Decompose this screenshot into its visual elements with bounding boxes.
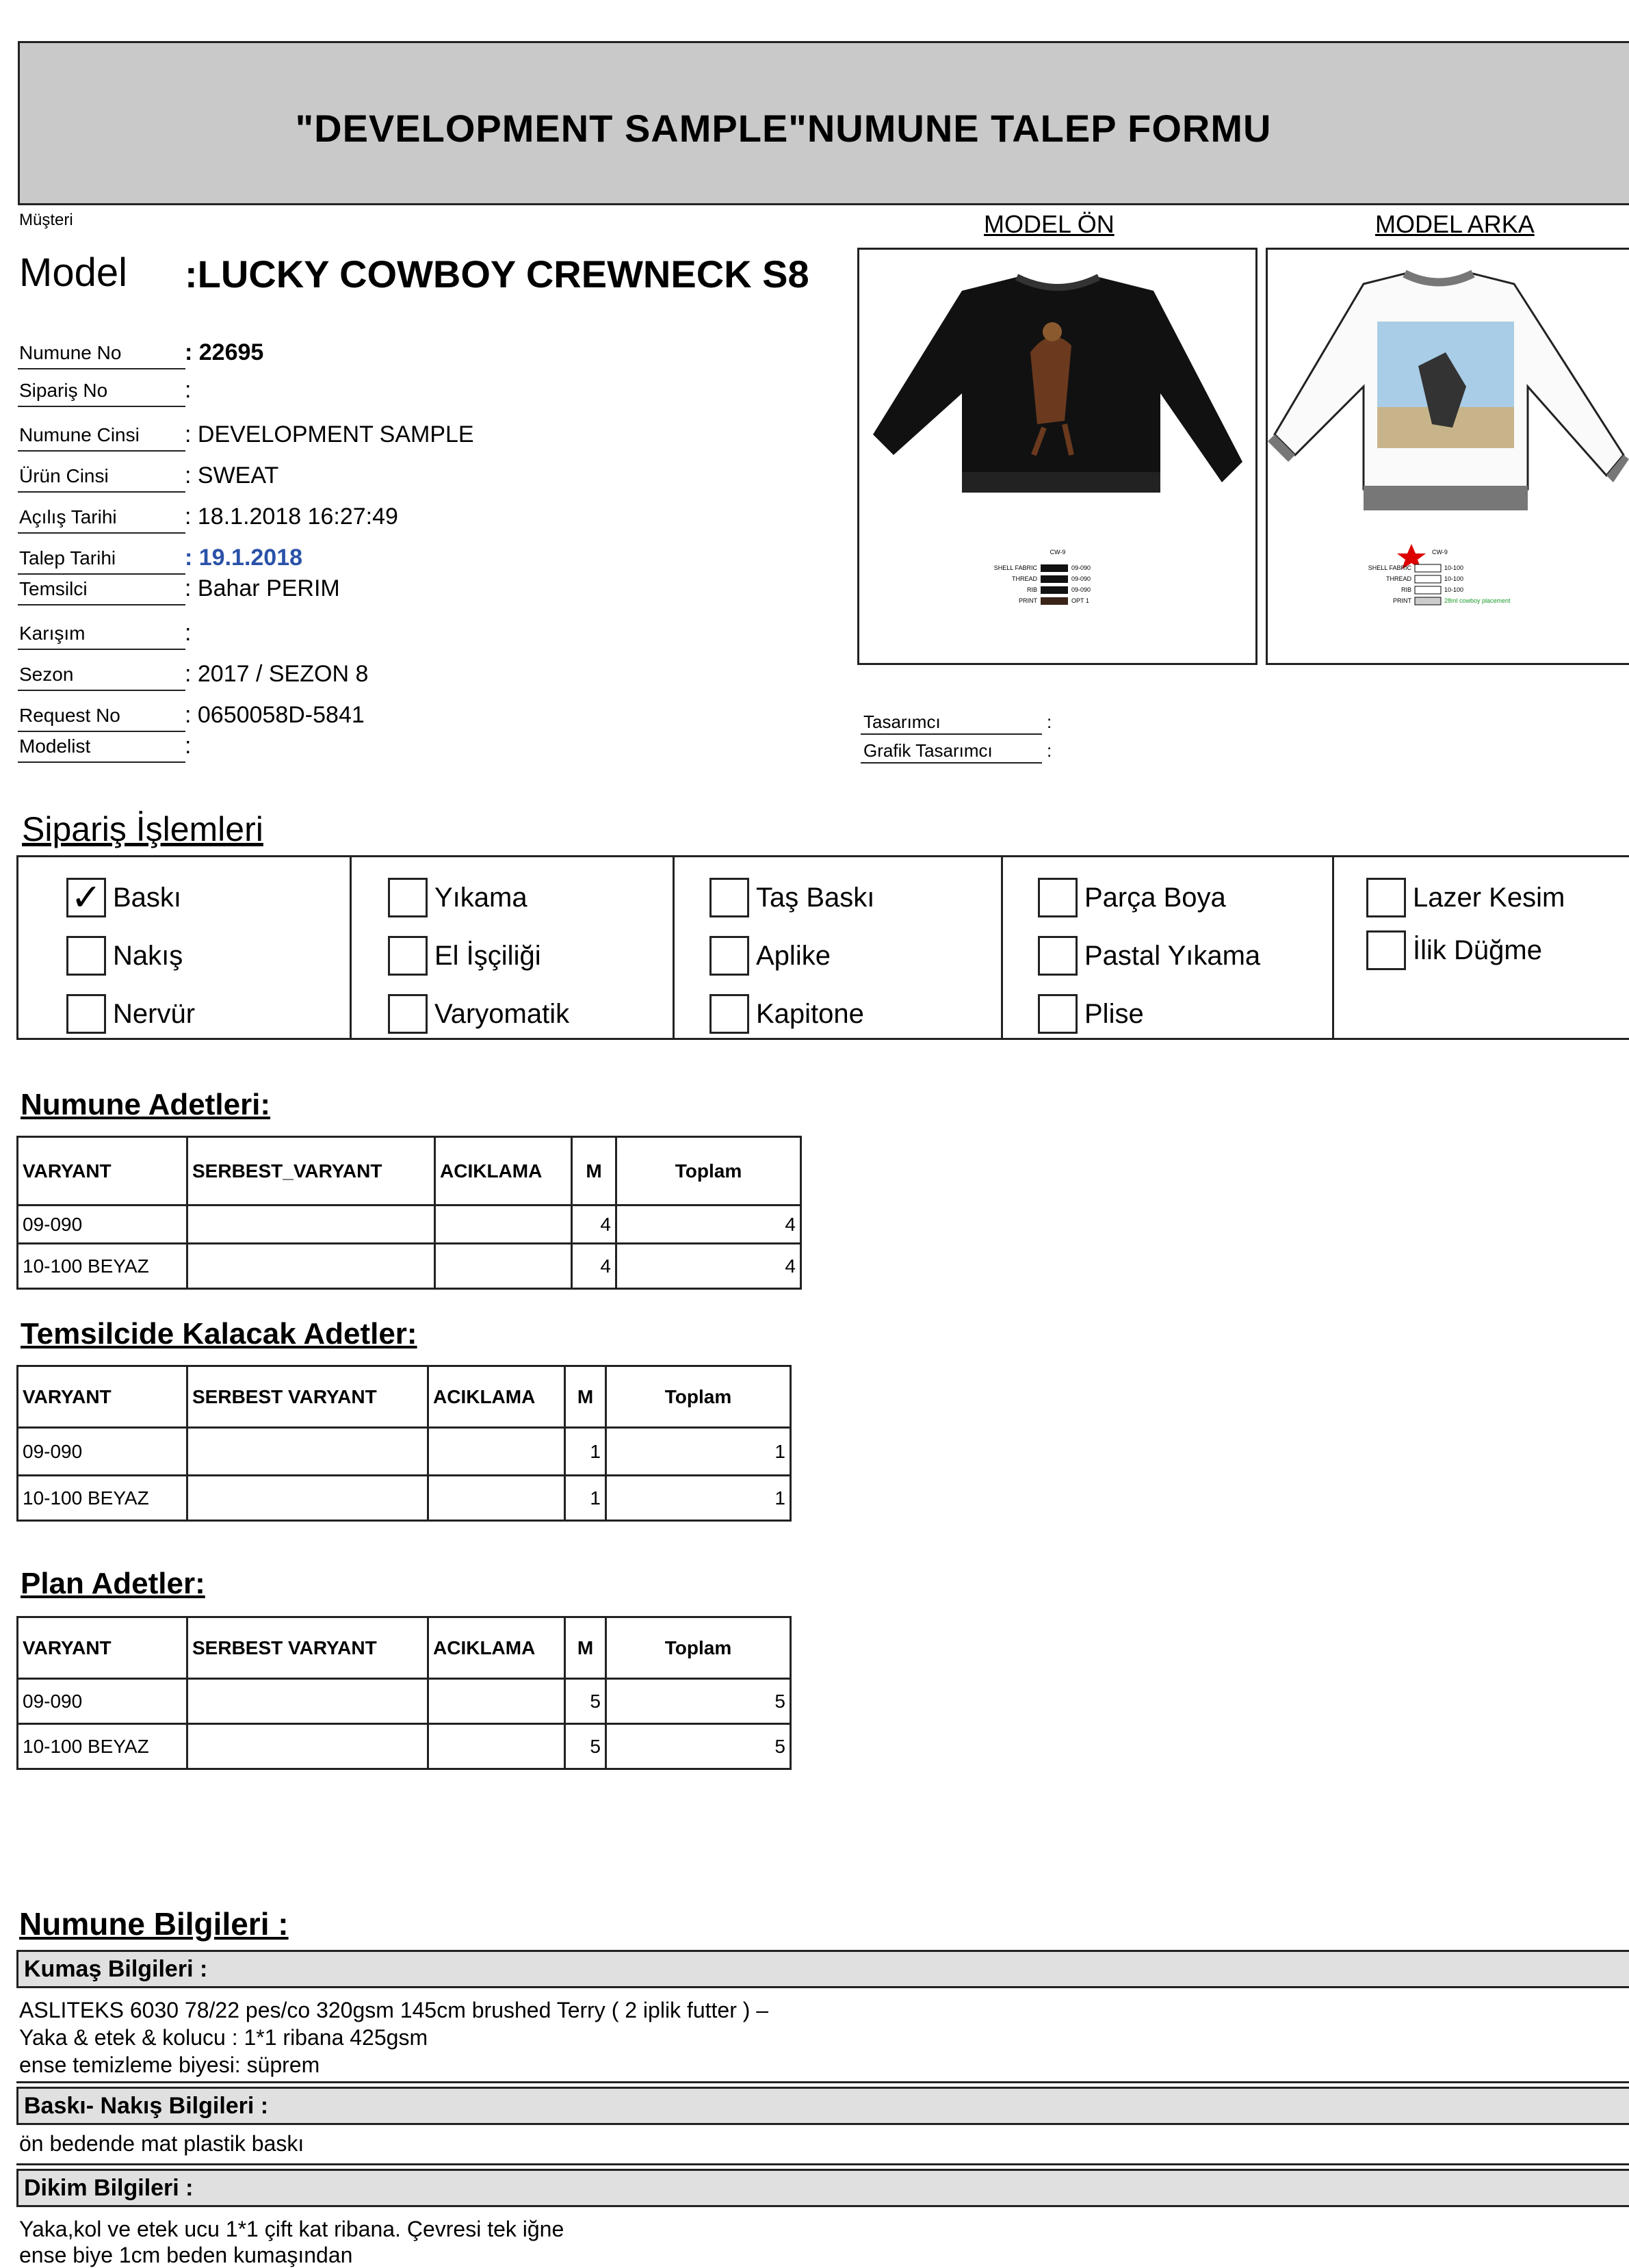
table-cell: 1 [565, 1476, 606, 1521]
field-label: Modelist [19, 735, 91, 757]
form-title: "DEVELOPMENT SAMPLE"NUMUNE TALEP FORMU [295, 107, 1272, 150]
table-cell: 4 [616, 1244, 801, 1289]
checkbox-icon[interactable] [388, 936, 428, 976]
operation-label: Plise [1084, 998, 1144, 1029]
table-cell [428, 1724, 565, 1769]
operation-label: Taş Baskı [756, 882, 875, 913]
operation-label: Lazer Kesim [1413, 882, 1565, 913]
back-legend-row-3: PRINT [1393, 597, 1411, 604]
operations-title: Sipariş İşlemleri [22, 810, 263, 848]
back-legend-value-1: 10-100 [1444, 575, 1464, 582]
table-cell: 09-090 [18, 1205, 187, 1244]
info-line: Yaka & etek & kolucu : 1*1 ribana 425gsm [19, 2025, 428, 2050]
table-cell: 10-100 BEYAZ [18, 1724, 187, 1769]
field-label: Ürün Cinsi [19, 465, 109, 486]
column-header: VARYANT [18, 1366, 187, 1428]
column-header: ACIKLAMA [435, 1137, 572, 1205]
operations-box [16, 855, 1629, 1040]
info-title: Numune Bilgileri : [19, 1906, 289, 1942]
operation-label: Varyomatik [434, 998, 570, 1029]
back-legend-row-0: SHELL FABRIC [1368, 564, 1411, 571]
table-title: Numune Adetleri: [21, 1088, 271, 1121]
column-header: ACIKLAMA [428, 1617, 565, 1679]
operation-item[interactable] [66, 878, 181, 917]
back-legend [1368, 544, 1511, 605]
front-legend-row-2: RIB [1026, 586, 1037, 593]
model-value: :LUCKY COWBOY CREWNECK S8 [185, 252, 809, 296]
column-header: Toplam [606, 1366, 791, 1428]
front-legend-row-3: PRINT [1019, 597, 1037, 604]
checkbox-icon[interactable] [1038, 936, 1078, 976]
operation-label: Nakış [113, 940, 183, 971]
checkbox-icon[interactable] [709, 878, 749, 917]
operation-item[interactable] [1038, 936, 1260, 976]
operation-label: Kapitone [756, 998, 864, 1029]
info-section-head: Dikim Bilgileri : [16, 2169, 1629, 2207]
back-legend-row-1: THREAD [1385, 575, 1411, 582]
table-cell [428, 1428, 565, 1476]
front-legend-value-0: 09-090 [1071, 564, 1091, 571]
operation-item[interactable] [709, 994, 864, 1034]
operation-label: Parça Boya [1084, 882, 1226, 913]
table-title: Plan Adetler: [21, 1567, 205, 1600]
table-cell [435, 1205, 572, 1244]
field-value: : DEVELOPMENT SAMPLE [185, 421, 474, 447]
column-header: VARYANT [18, 1137, 187, 1205]
column-header: Toplam [616, 1137, 801, 1205]
table-cell: 5 [606, 1724, 791, 1769]
operation-item[interactable] [388, 994, 569, 1034]
table-cell: 5 [565, 1679, 606, 1724]
table-cell: 10-100 BEYAZ [18, 1476, 187, 1521]
table-cell: 4 [572, 1244, 616, 1289]
field-value: : 0650058D-5841 [185, 702, 365, 728]
quantity-table [16, 1365, 792, 1522]
front-legend-value-2: 09-090 [1071, 586, 1091, 593]
table-cell [187, 1205, 435, 1244]
field-value: : [185, 620, 192, 646]
table-row [18, 1679, 791, 1724]
table-row [18, 1244, 801, 1289]
checkbox-icon[interactable] [1038, 994, 1078, 1034]
field-label: Request No [19, 705, 120, 726]
table-cell: 09-090 [18, 1679, 187, 1724]
model-label: Model [19, 250, 127, 295]
field-value: : 2017 / SEZON 8 [185, 661, 369, 687]
field-value: : 18.1.2018 16:27:49 [185, 504, 398, 530]
operation-item[interactable] [1366, 930, 1542, 970]
info-line: ense temizleme biyesi: süprem [19, 2052, 320, 2077]
front-legend-heading: CW-9 [1050, 549, 1066, 556]
checkbox-icon[interactable] [66, 994, 106, 1034]
quantity-table [16, 1616, 792, 1770]
model-front-image [857, 248, 1257, 665]
field-label: Talep Tarihi [19, 547, 116, 569]
back-legend-value-0: 10-100 [1444, 564, 1464, 571]
checkbox-icon[interactable] [66, 936, 106, 976]
operation-label: Nervür [113, 998, 196, 1029]
field-value: : [185, 377, 192, 403]
field-label: Sezon [19, 664, 74, 685]
field-value: : [185, 733, 192, 759]
field-label: Karışım [19, 623, 86, 644]
quantity-table [16, 1136, 802, 1290]
operation-label: Baskı [113, 882, 182, 913]
table-cell [428, 1476, 565, 1521]
operation-label: Pastal Yıkama [1084, 940, 1261, 971]
column-header: M [565, 1366, 606, 1428]
table-cell [187, 1244, 435, 1289]
operation-item[interactable] [66, 994, 195, 1034]
column-header: SERBEST_VARYANT [187, 1137, 435, 1205]
model-back-image [1266, 248, 1629, 665]
column-header: ACIKLAMA [428, 1366, 565, 1428]
back-legend-value-2: 10-100 [1444, 586, 1464, 593]
field-label: Sipariş No [19, 380, 108, 401]
operation-label: Yıkama [434, 882, 527, 913]
column-header: M [565, 1617, 606, 1679]
operation-item[interactable] [709, 936, 831, 976]
column-header: SERBEST VARYANT [187, 1366, 428, 1428]
operation-item[interactable] [1366, 878, 1565, 917]
checkbox-checked-icon[interactable]: ✓ [66, 878, 106, 917]
operation-item[interactable] [1038, 878, 1226, 917]
info-section-head: Kumaş Bilgileri : [16, 1950, 1629, 1988]
front-legend-row-1: THREAD [1011, 575, 1037, 582]
table-cell [187, 1476, 428, 1521]
operation-item[interactable] [388, 878, 527, 917]
table-cell [187, 1679, 428, 1724]
table-cell [435, 1244, 572, 1289]
operation-item[interactable] [1038, 994, 1144, 1034]
checkbox-icon[interactable] [1038, 878, 1078, 917]
table-cell: 09-090 [18, 1428, 187, 1476]
column-header: VARYANT [18, 1617, 187, 1679]
model-on-label: MODEL ÖN [984, 210, 1115, 238]
back-legend-heading: CW-9 [1432, 549, 1448, 556]
table-cell [187, 1428, 428, 1476]
front-legend [994, 549, 1091, 605]
checkbox-icon[interactable] [1366, 930, 1406, 970]
checkbox-icon[interactable] [709, 936, 749, 976]
table-cell: 1 [606, 1476, 791, 1521]
info-line: ASLITEKS 6030 78/22 pes/co 320gsm 145cm brushed Terry ( 2 iplik futter ) – [19, 1998, 769, 2022]
field-value: : SWEAT [185, 462, 279, 488]
table-row [18, 1724, 791, 1769]
operation-label: İlik Düğme [1413, 935, 1542, 965]
info-section-head: Baskı- Nakış Bilgileri : [16, 2087, 1629, 2125]
field-value: : 22695 [185, 339, 264, 365]
checkbox-icon[interactable] [388, 878, 428, 917]
front-legend-value-1: 09-090 [1071, 575, 1091, 582]
table-row [18, 1205, 801, 1244]
grafik-value: : [1047, 740, 1052, 761]
table-cell: 5 [565, 1724, 606, 1769]
front-legend-row-0: SHELL FABRIC [993, 564, 1037, 571]
table-row [18, 1476, 791, 1521]
back-legend-row-2: RIB [1400, 586, 1411, 593]
operation-label: El İşçiliği [434, 940, 541, 971]
table-title: Temsilcide Kalacak Adetler: [21, 1317, 417, 1351]
field-label: Numune No [19, 342, 122, 363]
tasarimci-value: : [1047, 712, 1052, 732]
grafik-label: Grafik Tasarımcı [863, 740, 993, 761]
table-cell: 5 [606, 1679, 791, 1724]
musteri-label: Müşteri [19, 211, 73, 229]
table-cell: 4 [572, 1205, 616, 1244]
front-legend-value-3: OPT 1 [1071, 597, 1089, 604]
field-value: : 19.1.2018 [185, 545, 303, 571]
table-cell: 1 [606, 1428, 791, 1476]
operation-label: Aplike [756, 940, 831, 971]
column-header: SERBEST VARYANT [187, 1617, 428, 1679]
operation-item[interactable] [66, 936, 183, 976]
table-cell: 1 [565, 1428, 606, 1476]
field-label: Açılış Tarihi [19, 506, 117, 527]
info-line: ense biye 1cm beden kumaşından [19, 2243, 353, 2267]
field-value: : Bahar PERIM [185, 575, 340, 601]
checkbox-icon[interactable] [1366, 878, 1406, 917]
table-cell [187, 1724, 428, 1769]
column-header: Toplam [606, 1617, 791, 1679]
info-line: Yaka,kol ve etek ucu 1*1 çift kat ribana. Çevresi tek iğne [19, 2217, 564, 2241]
field-label: Numune Cinsi [19, 424, 140, 445]
operation-item[interactable] [388, 936, 541, 976]
table-row [18, 1428, 791, 1476]
column-header: M [572, 1137, 616, 1205]
checkbox-icon[interactable] [388, 994, 428, 1034]
tasarimci-label: Tasarımcı [863, 712, 941, 732]
info-line: ön bedende mat plastik baskı [19, 2131, 304, 2156]
back-legend-value-4: 28ml cowboy placement [1444, 597, 1511, 604]
table-cell: 10-100 BEYAZ [18, 1244, 187, 1289]
checkbox-icon[interactable] [709, 994, 749, 1034]
field-label: Temsilci [19, 578, 88, 599]
operation-item[interactable] [709, 878, 874, 917]
table-cell: 4 [616, 1205, 801, 1244]
model-arka-label: MODEL ARKA [1375, 210, 1535, 238]
table-cell [428, 1679, 565, 1724]
title-band [18, 41, 1629, 205]
